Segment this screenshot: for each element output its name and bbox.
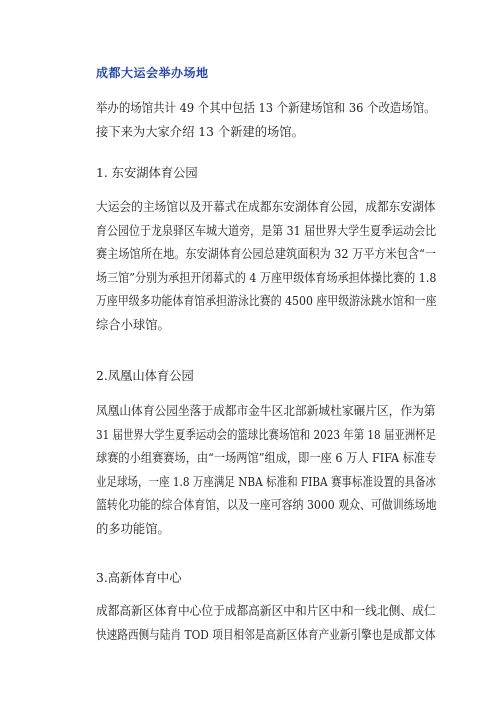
document-title: 成都大运会举办场地 <box>96 66 209 80</box>
text-line: 31 届世界大学生夏季运动会的篮球比赛场馆和 2023 年第 18 届亚洲杯足 <box>96 427 436 442</box>
text-line: 赛主场馆所在地。东安湖体育公园总建筑面积为 32 万平方米包含“一 <box>96 247 437 261</box>
text-line: 综合小球馆。 <box>96 317 170 332</box>
text-line: 球赛的小组赛赛场，由“一场两馆”组成，即一座 6 万人 FIFA 标准专 <box>96 451 437 465</box>
text-line: 万座甲级多功能体育馆承担游泳比赛的 4500 座甲级游泳跳水馆和一座 <box>96 294 437 308</box>
section-heading-3: 3.高新体育中心 <box>96 571 182 585</box>
text-line: 场三馆”分别为承担开闭幕式的 4 万座甲级体育场承担体操比赛的 1.8 <box>96 270 437 285</box>
intro-paragraph <box>96 97 436 144</box>
section-2-paragraph <box>96 400 436 541</box>
text-line: 凤凰山体育公园坐落于成都市金牛区北部新城杜家碾片区，作为第 <box>96 404 436 418</box>
text-line: 举办的场馆共计 49 个其中包括 13 个新建场馆和 36 个改造场馆。 <box>96 101 436 115</box>
section-heading-2: 2.凤凰山体育公园 <box>96 369 194 383</box>
text-line: 业足球场，一座 1.8 万座满足 NBA 标准和 FIBA 赛事标准设置的具备冰 <box>96 474 436 489</box>
text-line: 育公园位于龙泉驿区车城大道旁，是第 31 届世界大学生夏季运动会比 <box>96 223 437 238</box>
section-3-paragraph <box>96 600 436 647</box>
text-line: 接下来为大家介绍 13 个新建的场馆。 <box>96 124 304 139</box>
section-1-paragraph <box>96 196 436 337</box>
section-heading-1: 1. 东安湖体育公园 <box>96 166 198 180</box>
text-line: 的多功能馆。 <box>96 521 170 536</box>
text-line: 大运会的主场馆以及开幕式在成都东安湖体育公园，成都东安湖体 <box>96 200 436 214</box>
text-line: 成都高新区体育中心位于成都高新区中和片区中和一线北侧、成仁 <box>96 604 436 618</box>
text-line: 快速路西侧与陆肖 TOD 项目相邻是高新区体育产业新引擎也是成都文体 <box>96 627 436 642</box>
text-line: 篮转化功能的综合体育馆，以及一座可容纳 3000 观众、可做训练场地 <box>96 498 437 512</box>
